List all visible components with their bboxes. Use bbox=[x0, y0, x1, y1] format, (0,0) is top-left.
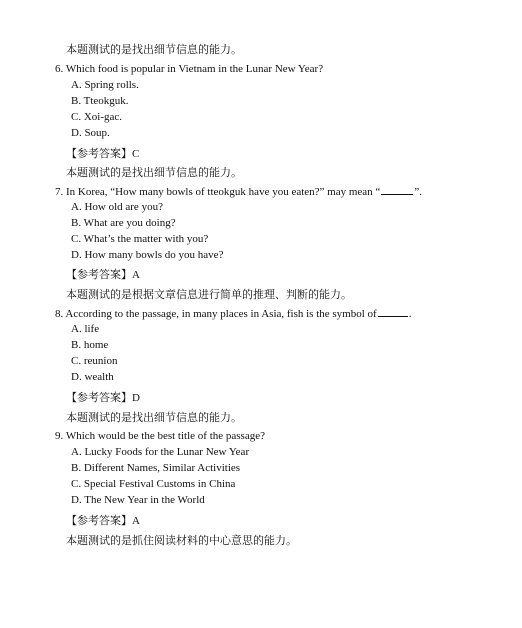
option-c: C. Xoi-gac. bbox=[71, 111, 123, 123]
option-b: B. Different Names, Similar Activities bbox=[71, 462, 241, 474]
question-number: 8. bbox=[55, 308, 64, 320]
analysis-note: 本题测试的是找出细节信息的能力。 bbox=[66, 44, 242, 56]
answer-label: 【参考答案】A bbox=[66, 269, 140, 281]
analysis-note: 本题测试的是抓住阅读材料的中心意思的能力。 bbox=[66, 535, 297, 547]
option-c: C. What’s the matter with you? bbox=[71, 233, 209, 245]
option-a: A. life bbox=[71, 323, 100, 335]
question-text: Which food is popular in Vietnam in the Lunar New Year? bbox=[65, 63, 324, 75]
question-text: According to the passage, in many places in Asia, fish is the symbol of bbox=[65, 308, 377, 320]
option-d: D. How many bowls do you have? bbox=[71, 249, 224, 261]
option-c: C. reunion bbox=[71, 355, 118, 367]
answer-label: 【参考答案】A bbox=[66, 515, 140, 527]
option-d: D. wealth bbox=[71, 371, 114, 383]
question-text: In Korea, “How many bowls of tteokguk have you eaten?” may mean “ bbox=[66, 186, 381, 198]
option-b: B. Tteokguk. bbox=[71, 95, 129, 107]
option-d: D. Soup. bbox=[71, 127, 110, 139]
question-number: 9. bbox=[55, 430, 64, 442]
answer-blank bbox=[378, 306, 408, 317]
question-7-stem bbox=[55, 184, 422, 198]
question-number: 7. bbox=[55, 186, 64, 198]
analysis-note: 本题测试的是找出细节信息的能力。 bbox=[66, 167, 242, 179]
question-text-end: . bbox=[408, 308, 412, 320]
option-c: C. Special Festival Customs in China bbox=[71, 478, 236, 490]
question-number: 6. bbox=[55, 63, 64, 75]
option-a: A. Spring rolls. bbox=[71, 79, 139, 91]
question-text-end: ”. bbox=[414, 186, 422, 198]
answer-label: 【参考答案】C bbox=[66, 148, 140, 160]
question-text: Which would be the best title of the passage? bbox=[65, 430, 265, 442]
option-a: A. Lucky Foods for the Lunar New Year bbox=[71, 446, 250, 458]
answer-label: 【参考答案】D bbox=[66, 392, 140, 404]
answer-blank bbox=[381, 184, 413, 195]
question-8-stem bbox=[55, 306, 411, 320]
option-b: B. What are you doing? bbox=[71, 217, 176, 229]
analysis-note: 本题测试的是根据文章信息进行简单的推理、判断的能力。 bbox=[66, 289, 352, 301]
option-d: D. The New Year in the World bbox=[71, 494, 205, 506]
option-b: B. home bbox=[71, 339, 109, 351]
question-6-stem bbox=[55, 62, 323, 76]
analysis-note: 本题测试的是找出细节信息的能力。 bbox=[66, 412, 242, 424]
option-a: A. How old are you? bbox=[71, 201, 163, 213]
question-9-stem bbox=[55, 429, 265, 443]
